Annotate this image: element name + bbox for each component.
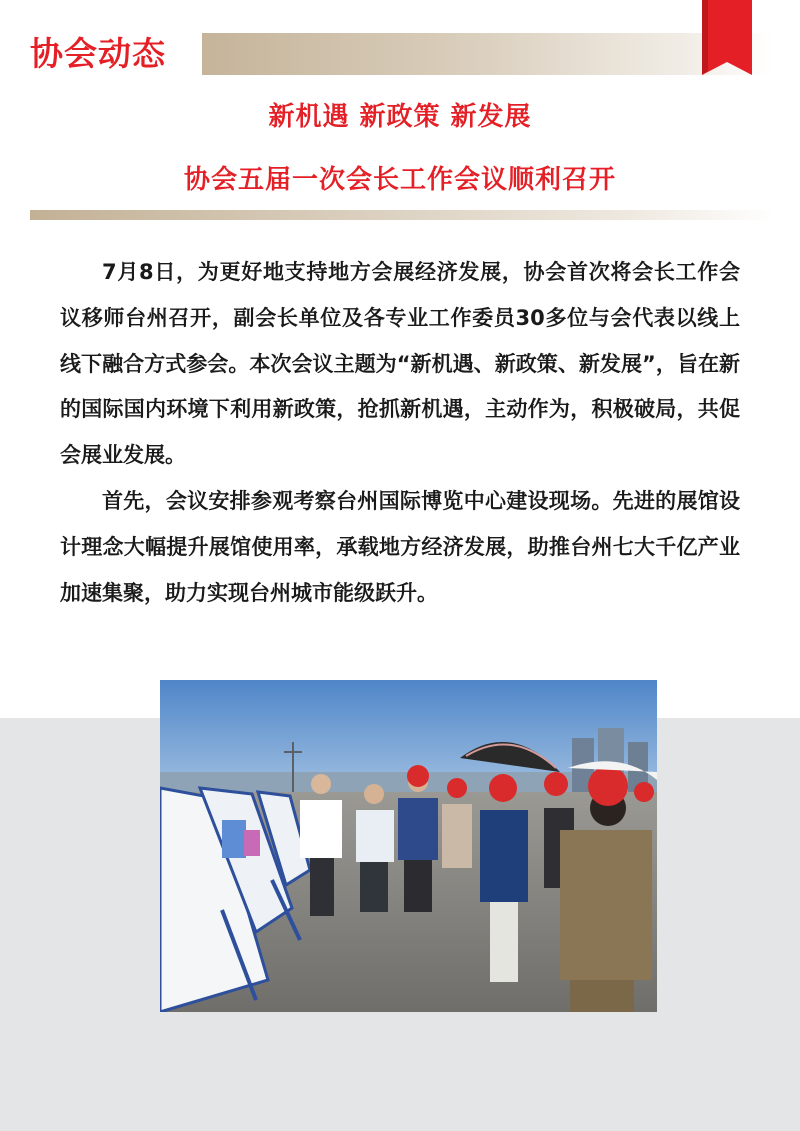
- bookmark-ribbon-icon: [702, 0, 752, 75]
- header-decor-bar: [202, 33, 772, 75]
- headline-line-1: 新机遇 新政策 新发展: [268, 102, 532, 132]
- article-paragraph: 首先，会议安排参观考察台州国际博览中心建设现场。先进的展馆设计理念大幅提升展馆使用率，承载地方经济发展，助推台州七大千亿产业加速集聚，助力实现台州城市能级跃升。: [60, 488, 740, 605]
- section-title: 协会动态: [30, 34, 166, 73]
- site-visit-photo: [160, 680, 657, 1012]
- article-body: [60, 250, 740, 616]
- headline-line-2: 协会五届一次会长工作会议顺利召开: [183, 165, 616, 195]
- headline-divider: [30, 210, 775, 220]
- article-paragraph: 7月8日，为更好地支持地方会展经济发展，协会首次将会长工作会议移师台州召开，副会长单位及各专业工作委员30多位与会代表以线上线下融合方式参会。本次会议主题为“新机遇、新政策、新发展”，旨在新的国际国内环境下利用新政策，抢抓新机遇，主动作为，积极破局，共促会展业发展。: [60, 260, 740, 468]
